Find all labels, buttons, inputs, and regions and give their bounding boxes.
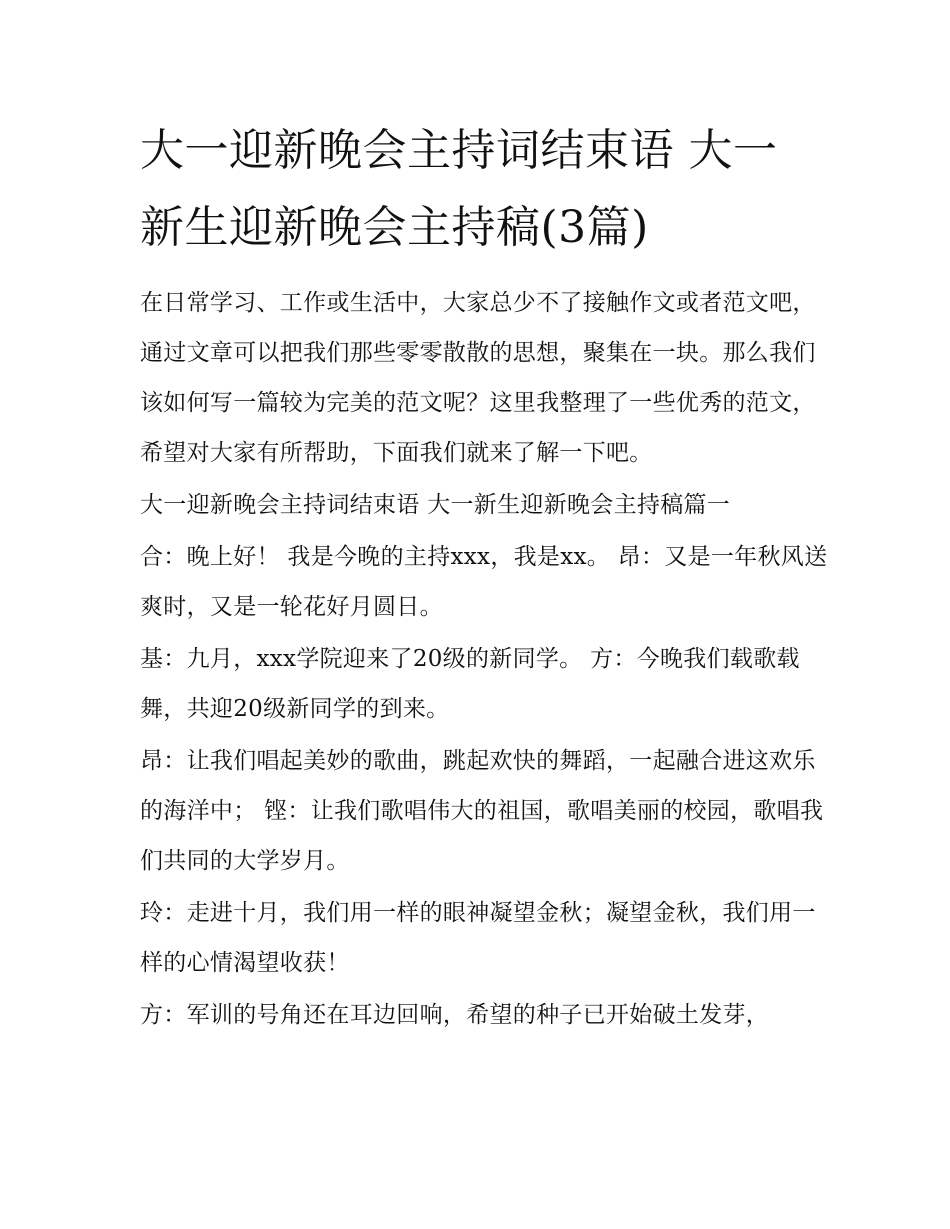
paragraph-intro: 在日常学习、工作或生活中，大家总少不了接触作文或者范文吧，通过文章可以把我们那些零零散散的思想，聚集在一块。那么我们该如何写一篇较为完美的范文呢？这里我整理了一些优秀的范文，希望对大家有所帮助，下面我们就来了解一下吧。 [140, 290, 816, 466]
document-body [140, 278, 830, 1042]
paragraph-dialogue: 方：军训的号角还在耳边回响，希望的种子已开始破土发芽， [140, 1002, 770, 1028]
paragraph-dialogue: 玲：走进十月，我们用一样的眼神凝望金秋；凝望金秋，我们用一样的心情渴望收获！ [140, 900, 816, 976]
document-title: 大一迎新晚会主持词结束语 大一新生迎新晚会主持稿(3篇) [140, 125, 778, 253]
paragraph-section-heading: 大一迎新晚会主持词结束语 大一新生迎新晚会主持稿篇一 [140, 492, 731, 518]
paragraph-dialogue: 基：九月，xxx学院迎来了20级的新同学。 方：今晚我们载歌载舞，共迎20级新同学的到来。 [140, 646, 800, 722]
paragraph-dialogue: 合：晚上好！ 我是今晚的主持xxx，我是xx。 昂：又是一年秋风送爽时，又是一轮花好月圆日。 [140, 544, 828, 620]
paragraph-dialogue: 昂：让我们唱起美妙的歌曲，跳起欢快的舞蹈，一起融合进这欢乐的海洋中； 铿：让我们歌唱伟大的祖国，歌唱美丽的校园，歌唱我们共同的大学岁月。 [140, 748, 824, 874]
